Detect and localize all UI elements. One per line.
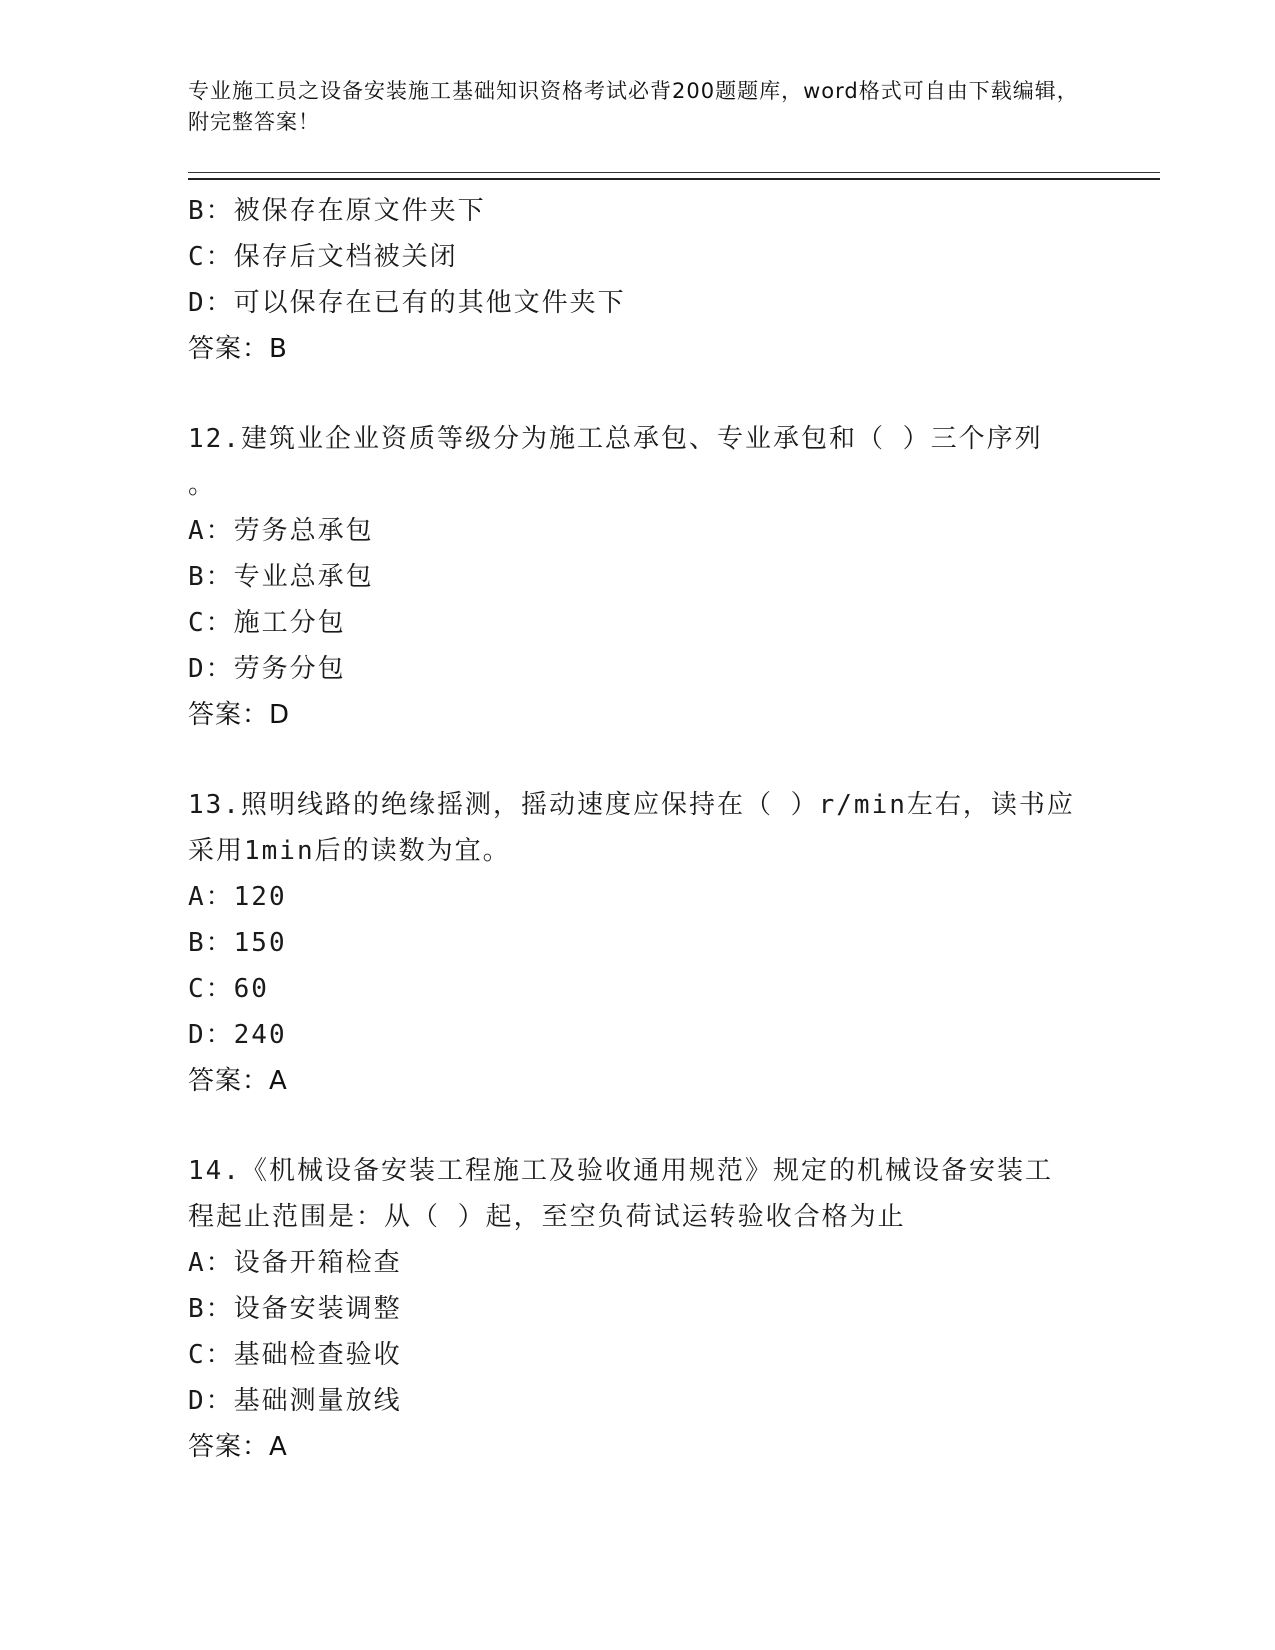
- spacer: [188, 372, 1088, 416]
- option-d: D：劳务分包: [188, 654, 346, 684]
- document-header: 专业施工员之设备安装施工基础知识资格考试必背200题题库，word格式可自由下载编辑，附完整答案！: [188, 79, 1079, 134]
- option-b: B：专业总承包: [188, 562, 374, 592]
- question-text: 12.建筑业企业资质等级分为施工总承包、专业承包和（ ）三个序列: [188, 424, 1043, 454]
- header-divider-bottom: [188, 178, 1160, 180]
- question-13: [188, 782, 1088, 1104]
- spacer: [188, 738, 1088, 782]
- answer-line: 答案：A: [188, 1066, 288, 1096]
- option-c: C：保存后文档被关闭: [188, 242, 458, 272]
- question-text: 13.照明线路的绝缘摇测，摇动速度应保持在（ ）r/min左右，读书应: [188, 790, 1075, 820]
- option-c: C：施工分包: [188, 608, 346, 638]
- question-12: [188, 416, 1088, 738]
- option-c: C：基础检查验收: [188, 1340, 402, 1370]
- question-14: [188, 1148, 1088, 1470]
- answer-line: 答案：B: [188, 334, 288, 364]
- question-text-continued: 程起止范围是：从（ ）起，至空负荷试运转验收合格为止: [188, 1202, 906, 1232]
- option-d: D：基础测量放线: [188, 1386, 402, 1416]
- question-text-continued: 。: [188, 470, 217, 500]
- question-text-continued: 采用1min后的读数为宜。: [188, 836, 511, 866]
- option-d: D：240: [188, 1020, 287, 1050]
- option-b: B：150: [188, 928, 287, 958]
- question-text: 14.《机械设备安装工程施工及验收通用规范》规定的机械设备安装工: [188, 1156, 1053, 1186]
- option-a: A：设备开箱检查: [188, 1248, 402, 1278]
- answer-line: 答案：D: [188, 700, 291, 730]
- option-a: A：120: [188, 882, 287, 912]
- previous-question-block: [188, 188, 1088, 372]
- question-content: [188, 188, 1088, 1470]
- answer-line: 答案：A: [188, 1432, 288, 1462]
- option-b: B：被保存在原文件夹下: [188, 196, 486, 226]
- option-c: C：60: [188, 974, 269, 1004]
- option-b: B：设备安装调整: [188, 1294, 402, 1324]
- option-d: D：可以保存在已有的其他文件夹下: [188, 288, 626, 318]
- header-divider-top: [188, 172, 1160, 173]
- option-a: A：劳务总承包: [188, 516, 374, 546]
- spacer: [188, 1104, 1088, 1148]
